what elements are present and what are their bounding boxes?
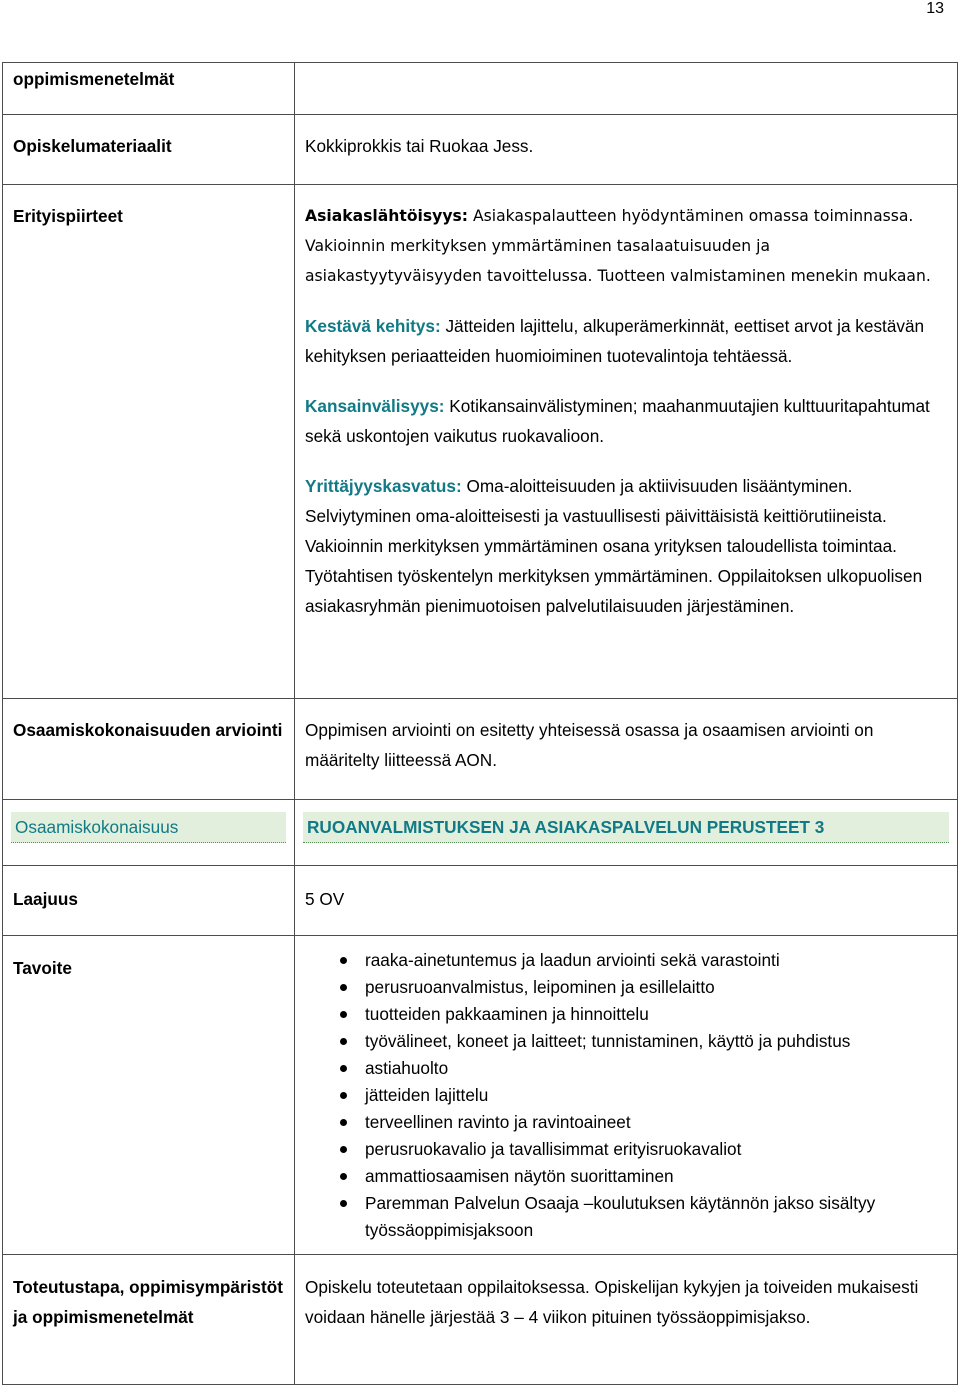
row-label-implementation: Toteutustapa, oppimisympäristöt ja oppimismenetelmät	[3, 1255, 295, 1385]
list-item: Paremman Palvelun Osaaja –koulutuksen käytännön jakso sisältyy työssäoppimisjaksoon	[295, 1190, 947, 1244]
row-label-module	[3, 800, 295, 866]
curriculum-table	[2, 62, 958, 1385]
table-row	[3, 185, 958, 699]
row-value-goals	[295, 936, 958, 1255]
row-value-special	[295, 185, 958, 699]
row-value-module	[295, 800, 958, 866]
section-kansainvalisyys	[305, 391, 947, 451]
table-row	[3, 1255, 958, 1385]
list-item: perusruokavalio ja tavallisimmat erityisruokavaliot	[295, 1136, 947, 1163]
list-item: työvälineet, koneet ja laitteet; tunnistaminen, käyttö ja puhdistus	[295, 1028, 947, 1055]
row-value-materials: Kokkiprokkis tai Ruokaa Jess.	[295, 115, 958, 185]
row-label-goals: Tavoite	[3, 936, 295, 1255]
list-item: perusruoanvalmistus, leipominen ja esillelaitto	[295, 974, 947, 1001]
row-value-scope: 5 OV	[295, 866, 958, 936]
section-heading: Asiakaslähtöisyys:	[305, 207, 469, 225]
table-row	[3, 115, 958, 185]
list-item: ammattiosaamisen näytön suorittaminen	[295, 1163, 947, 1190]
list-item: jätteiden lajittelu	[295, 1082, 947, 1109]
section-text: Kotikansainvälistyminen; maahanmuutajien kulttuuritapahtumat sekä uskontojen vaikutus ruokavalioon.	[305, 396, 930, 446]
section-text: Asiakaspalautteen hyödyntäminen omassa toiminnassa. Vakioinnin merkityksen ymmärtäminen tasalaatuisuuden ja asiakastyytyväisyyden tavoittelussa. Tuotteen valmistaminen menekin mukaan.	[305, 207, 931, 285]
section-text: Oma-aloitteisuuden ja aktiivisuuden lisääntyminen. Selviytyminen oma-aloitteisesti ja vastuullisesti päivittäisistä keittiörutiineista. Vakioinnin merkityksen ymmärtäminen osana yrityksen taloudellista toimintaa. Työtahtisen työskentelyn merkityksen ymmärtäminen. Oppilaitoksen ulkopuolisen asiakasryhmän pienimuotoisen palvelutilaisuuden järjestäminen.	[305, 476, 923, 616]
row-label-special: Erityispiirteet	[3, 185, 295, 699]
table-row	[3, 800, 958, 866]
list-item: astiahuolto	[295, 1055, 947, 1082]
module-title-highlight: RUOANVALMISTUKSEN JA ASIAKASPALVELUN PERUSTEET 3	[303, 812, 949, 843]
row-label-scope: Laajuus	[3, 866, 295, 936]
table-row	[3, 699, 958, 800]
page-number: 13	[926, 0, 944, 17]
table-row	[3, 936, 958, 1255]
row-label-methods: oppimismenetelmät	[3, 63, 295, 115]
goals-list	[295, 947, 947, 1244]
list-item: raaka-ainetuntemus ja laadun arviointi sekä varastointi	[295, 947, 947, 974]
row-label-assessment: Osaamiskokonaisuuden arviointi	[3, 699, 295, 800]
list-item: terveellinen ravinto ja ravintoaineet	[295, 1109, 947, 1136]
section-heading: Yrittäjyyskasvatus:	[305, 476, 462, 496]
section-heading: Kestävä kehitys:	[305, 316, 441, 336]
section-text: Jätteiden lajittelu, alkuperämerkinnät, eettiset arvot ja kestävän kehityksen periaatteiden huomioiminen tuotevalintoja tehtäessä.	[305, 316, 925, 366]
section-asiakaslahtoisyys	[305, 201, 947, 291]
table-row	[3, 63, 958, 115]
section-heading: Kansainvälisyys:	[305, 396, 445, 416]
table-row	[3, 866, 958, 936]
list-item: tuotteiden pakkaaminen ja hinnoittelu	[295, 1001, 947, 1028]
row-value-implementation: Opiskelu toteutetaan oppilaitoksessa. Opiskelijan kykyjen ja toiveiden mukaisesti voidaan hänelle järjestää 3 – 4 viikon pituinen työssäoppimisjakso.	[295, 1255, 958, 1385]
row-value-methods	[295, 63, 958, 115]
section-kestava-kehitys	[305, 311, 947, 371]
module-label-highlight: Osaamiskokonaisuus	[11, 812, 286, 843]
section-yrittajyyskasvatus	[305, 471, 947, 621]
row-value-assessment: Oppimisen arviointi on esitetty yhteisessä osassa ja osaamisen arviointi on määritelty liitteessä AON.	[295, 699, 958, 800]
row-label-materials: Opiskelumateriaalit	[3, 115, 295, 185]
